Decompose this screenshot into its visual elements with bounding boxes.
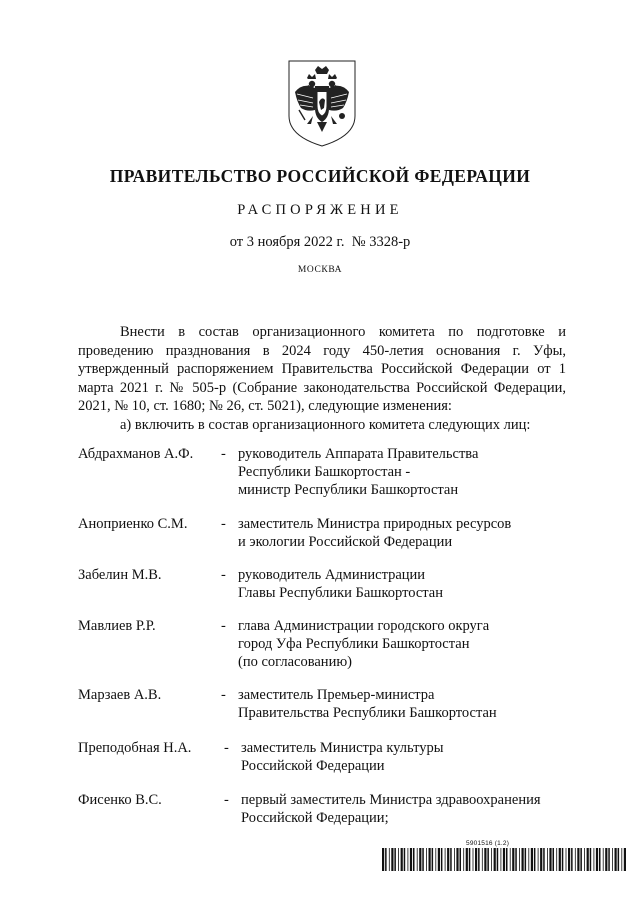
member-role	[238, 445, 578, 499]
member-role-line: город Уфа Республики Башкортостан	[238, 636, 470, 652]
member-role-line: руководитель Администрации	[238, 567, 426, 583]
member-role	[238, 515, 578, 551]
member-role-line: первый заместитель Министра здравоохранения	[241, 792, 541, 808]
member-role-line: заместитель Министра природных ресурсов	[238, 516, 512, 532]
member-dash: -	[221, 618, 226, 634]
member-role-line: заместитель Премьер-министра	[238, 687, 435, 703]
intro-paragraph: Внести в состав организационного комитета по подготовке и проведению празднования в 2024 году 450-летия основания г. Уфы, утвержденный распоряжением Правительства Российской Федерации от 1 марта 2021 г. № 505-р (Собрание законодательства Российской Федерации, 2021, № 10, ст. 1680; № 26, ст. 5021), следующие изменения:	[78, 324, 566, 414]
member-name: Забелин М.В.	[78, 567, 162, 583]
member-role-line: Российской Федерации	[241, 758, 385, 774]
member-role-line: Республики Башкортостан -	[238, 464, 411, 480]
member-role-line: глава Администрации городского округа	[238, 618, 490, 634]
member-dash: -	[221, 567, 226, 583]
member-role-line: Правительства Республики Башкортостан	[238, 705, 497, 721]
member-role	[238, 686, 578, 722]
member-name: Преподобная Н.А.	[78, 740, 192, 756]
document-type: РАСПОРЯЖЕНИЕ	[237, 202, 403, 218]
date-and-number: от 3 ноября 2022 г. № 3328-р	[229, 234, 411, 250]
member-dash: -	[221, 446, 226, 462]
member-role-line: заместитель Министра культуры	[241, 740, 444, 756]
member-role	[241, 791, 581, 827]
member-role-line: (по согласованию)	[238, 654, 352, 670]
member-role-line: Российской Федерации;	[241, 810, 389, 826]
member-role	[241, 739, 581, 775]
issuer-title: ПРАВИТЕЛЬСТВО РОССИЙСКОЙ ФЕДЕРАЦИИ	[109, 166, 531, 186]
document-code: 5901516 (1.2)	[466, 840, 510, 847]
city: МОСКВА	[297, 265, 343, 275]
member-role-line: Главы Республики Башкортостан	[238, 585, 443, 601]
member-role	[238, 617, 578, 671]
member-dash: -	[224, 740, 229, 756]
barcode-image	[382, 848, 626, 871]
member-dash: -	[221, 516, 226, 532]
member-dash: -	[224, 792, 229, 808]
member-role-line: министр Республики Башкортостан	[238, 482, 459, 498]
member-name: Марзаев А.В.	[78, 687, 162, 703]
list-intro-paragraph: а) включить в состав организационного комитета следующих лиц:	[120, 416, 531, 433]
member-name: Фисенко В.С.	[78, 792, 162, 808]
coat-of-arms-emblem	[285, 58, 359, 148]
member-role-line: и экологии Российской Федерации	[238, 534, 453, 550]
member-role	[238, 566, 578, 602]
member-dash: -	[221, 687, 226, 703]
member-name: Мавлиев Р.Р.	[78, 618, 156, 634]
member-role-line: руководитель Аппарата Правительства	[238, 446, 479, 462]
member-name: Аноприенко С.М.	[78, 516, 188, 532]
body-text	[78, 323, 566, 434]
member-name: Абдрахманов А.Ф.	[78, 446, 194, 462]
